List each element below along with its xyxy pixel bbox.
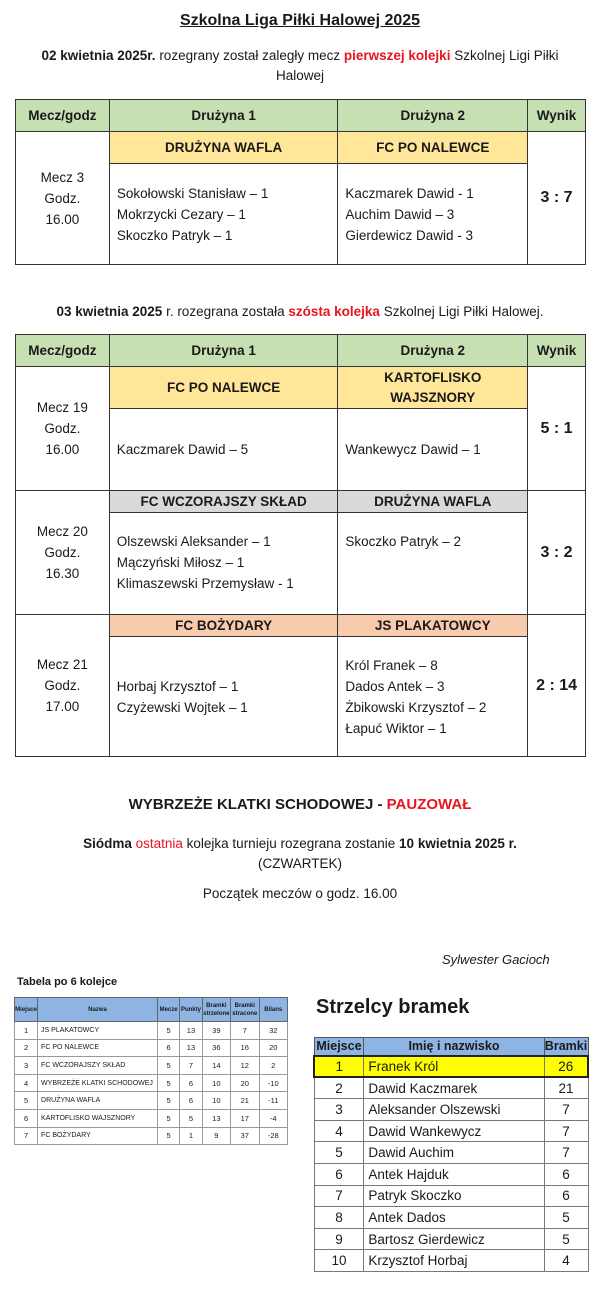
team1-name: FC WCZORAJSZY SKŁAD — [109, 491, 338, 513]
scorer-cell: 7 — [544, 1099, 588, 1121]
team2-scorers — [338, 513, 528, 615]
scorer-row — [314, 1207, 588, 1229]
scorer-row — [314, 1099, 588, 1121]
top-scorers-title: Strzelcy bramek — [316, 996, 470, 1018]
match-godz: Godz. — [44, 190, 81, 206]
match-team-row — [16, 367, 586, 409]
standings-cell: 39 — [202, 1022, 230, 1040]
standings-row — [15, 1092, 288, 1110]
standings-cell: 5 — [157, 1022, 179, 1040]
match-mecz: Mecz 19 — [36, 400, 88, 415]
scorer: Mokrzycki Cezary – 1 — [116, 206, 246, 222]
standings-cell: 9 — [202, 1127, 230, 1145]
standings-col-header: Bramki strzelone — [202, 998, 230, 1022]
pause-status: PAUZOWAŁ — [386, 796, 472, 813]
scorer-row — [314, 1120, 588, 1142]
standings-cell: 20 — [231, 1074, 259, 1092]
standings-row — [15, 1109, 288, 1127]
standings-cell: 13 — [180, 1039, 202, 1057]
next-round-notice — [40, 834, 560, 874]
header-mecz: Mecz/godz — [16, 100, 110, 132]
scorer-cell: 7 — [544, 1142, 588, 1164]
standings-col-header: Punkty — [180, 998, 202, 1022]
team1-name: FC PO NALEWCE — [109, 367, 338, 409]
scorer-cell: 5 — [314, 1142, 364, 1164]
team2-name: JS PLAKATOWCY — [338, 615, 528, 637]
standings-row — [15, 1074, 288, 1092]
team1-name: FC BOŻYDARY — [109, 615, 338, 637]
match-info — [16, 615, 110, 757]
scorer: Król Franek – 8 — [345, 657, 438, 673]
round6-matches-table — [15, 334, 586, 757]
scorer-cell: 5 — [544, 1228, 588, 1250]
match-score: 3 : 2 — [528, 491, 586, 615]
scorer: Gierdewicz Dawid - 3 — [345, 227, 473, 243]
standings-cell: FC PO NALEWCE — [38, 1039, 158, 1057]
match-time: 16.00 — [45, 211, 80, 227]
standings-cell: 2 — [15, 1039, 38, 1057]
match-score: 3 : 7 — [528, 132, 586, 265]
match-team-row — [16, 491, 586, 513]
match-time: 17.00 — [45, 699, 80, 714]
standings-cell: JS PLAKATOWCY — [38, 1022, 158, 1040]
header-mecz: Mecz/godz — [16, 335, 110, 367]
round6-date: 03 kwietnia 2025 — [56, 304, 163, 319]
match-godz: Godz. — [44, 545, 81, 560]
header-team1: Drużyna 1 — [109, 335, 338, 367]
scorer-cell: Bartosz Gierdewicz — [364, 1228, 544, 1250]
standings-cell: DRUŻYNA WAFLA — [38, 1092, 158, 1110]
scorer: Olszewski Aleksander – 1 — [116, 534, 271, 549]
header-team1: Drużyna 1 — [109, 100, 338, 132]
scorer-cell: 5 — [544, 1207, 588, 1229]
next-round-date: 10 kwietnia 2025 r. — [399, 836, 517, 851]
standings-table — [14, 997, 288, 1145]
scorer-row-leader — [314, 1056, 588, 1078]
standings-cell: 5 — [157, 1127, 179, 1145]
scorer-row — [314, 1077, 588, 1099]
author: Sylwester Gacioch — [442, 952, 550, 967]
match-score: 5 : 1 — [528, 367, 586, 491]
scorer-row — [314, 1228, 588, 1250]
scorer-cell: 26 — [544, 1056, 588, 1078]
round1-intro — [20, 46, 580, 86]
scorers-col-header: Miejsce — [314, 1038, 364, 1056]
header-team2: Drużyna 2 — [338, 100, 528, 132]
standings-cell: 5 — [157, 1057, 179, 1075]
standings-col-header: Mecze — [157, 998, 179, 1022]
scorer-row — [314, 1163, 588, 1185]
team2-scorers — [338, 637, 528, 757]
standings-cell: 5 — [157, 1074, 179, 1092]
start-time: Początek meczów o godz. 16.00 — [202, 886, 398, 901]
standings-cell: 32 — [259, 1022, 288, 1040]
standings-cell: 13 — [202, 1109, 230, 1127]
pause-team: WYBRZEŻE KLATKI SCHODOWEJ - — [128, 796, 387, 813]
scorer: Wankewycz Dawid – 1 — [345, 442, 481, 457]
round1-highlight: pierwszej kolejki — [343, 48, 451, 63]
scorer-cell: 4 — [544, 1250, 588, 1272]
standings-cell: 36 — [202, 1039, 230, 1057]
scorer: Żbikowski Krzysztof – 2 — [345, 699, 487, 715]
standings-row — [15, 1022, 288, 1040]
standings-col-header: Miejsce — [15, 998, 38, 1022]
standings-cell: 14 — [202, 1057, 230, 1075]
scorer-row — [314, 1250, 588, 1272]
scorer-cell: 21 — [544, 1077, 588, 1099]
pause-notice — [0, 796, 600, 813]
round1-text: rozegrany został zaległy mecz — [155, 48, 344, 63]
scorer: Sokołowski Stanisław – 1 — [116, 185, 269, 201]
scorer: Dados Antek – 3 — [345, 678, 445, 694]
standings-cell: 6 — [180, 1074, 202, 1092]
scorer: Kaczmarek Dawid - 1 — [345, 185, 474, 201]
scorer-cell: 6 — [544, 1185, 588, 1207]
team2-name: KARTOFLISKO WAJSZNORY — [338, 367, 528, 409]
scorer-cell: Aleksander Olszewski — [364, 1099, 544, 1121]
match-time: 16.30 — [45, 566, 80, 581]
scorer: Skoczko Patryk – 2 — [345, 534, 461, 549]
match-godz: Godz. — [44, 678, 81, 693]
scorer: Czyżewski Wojtek – 1 — [116, 699, 248, 715]
top-scorers-table — [313, 1037, 589, 1272]
scorer-cell: 7 — [314, 1185, 364, 1207]
match-team-row — [16, 132, 586, 164]
standings-cell: -28 — [259, 1127, 288, 1145]
scorer-cell: Krzysztof Horbaj — [364, 1250, 544, 1272]
standings-cell: 6 — [180, 1092, 202, 1110]
standings-col-header: Bilans — [259, 998, 288, 1022]
standings-cell: 4 — [15, 1074, 38, 1092]
match-info — [16, 491, 110, 615]
standings-cell: 20 — [259, 1039, 288, 1057]
match-mecz: Mecz 3 — [40, 169, 85, 185]
scorer-cell: Dawid Wankewycz — [364, 1120, 544, 1142]
standings-cell: 21 — [231, 1092, 259, 1110]
standings-title: Tabela po 6 kolejce — [17, 976, 118, 988]
scorer-cell: 8 — [314, 1207, 364, 1229]
standings-cell: 7 — [180, 1057, 202, 1075]
scorer-cell: Antek Dados — [364, 1207, 544, 1229]
round6-end: Szkolnej Ligi Piłki Halowej. — [379, 304, 544, 319]
scorer: Skoczko Patryk – 1 — [116, 227, 233, 243]
standings-cell: 16 — [231, 1039, 259, 1057]
standings-cell: 5 — [157, 1109, 179, 1127]
scorers-col-header: Bramki — [544, 1038, 588, 1056]
standings-cell: 13 — [180, 1022, 202, 1040]
round6-text: r. rozegrana została — [162, 304, 289, 319]
scorer-cell: Patryk Skoczko — [364, 1185, 544, 1207]
scorer-cell: 9 — [314, 1228, 364, 1250]
standings-cell: 1 — [15, 1022, 38, 1040]
standings-row — [15, 1039, 288, 1057]
scorer-row — [314, 1142, 588, 1164]
standings-cell: FC WCZORAJSZY SKŁAD — [38, 1057, 158, 1075]
match-godz: Godz. — [44, 421, 81, 436]
team2-scorers — [338, 164, 528, 265]
scorer: Mączyński Miłosz – 1 — [116, 555, 245, 570]
next-round-day: (CZWARTEK) — [258, 856, 342, 871]
standings-cell: -11 — [259, 1092, 288, 1110]
standings-cell: 2 — [259, 1057, 288, 1075]
standings-cell: -10 — [259, 1074, 288, 1092]
standings-cell: 7 — [231, 1022, 259, 1040]
standings-cell: 5 — [15, 1092, 38, 1110]
match-score: 2 : 14 — [528, 615, 586, 757]
team2-name: DRUŻYNA WAFLA — [338, 491, 528, 513]
match-time: 16.00 — [45, 442, 80, 457]
scorer-cell: 1 — [314, 1056, 364, 1078]
scorer: Horbaj Krzysztof – 1 — [116, 678, 239, 694]
standings-col-header: Nazwa — [38, 998, 158, 1022]
standings-cell: 6 — [15, 1109, 38, 1127]
standings-cell: WYBRZEŻE KLATKI SCHODOWEJ — [38, 1074, 158, 1092]
round1-date: 02 kwietnia 2025r. — [41, 48, 156, 63]
scorer-cell: Dawid Auchim — [364, 1142, 544, 1164]
page-title: Szkolna Liga Piłki Halowej 2025 — [179, 12, 421, 29]
next-round-last: ostatnia — [131, 836, 183, 851]
scorer: Kaczmarek Dawid – 5 — [116, 442, 249, 457]
match-team-row — [16, 615, 586, 637]
standings-cell: 10 — [202, 1092, 230, 1110]
standings-cell: 7 — [15, 1127, 38, 1145]
standings-cell: 6 — [157, 1039, 179, 1057]
standings-cell: 17 — [231, 1109, 259, 1127]
team1-scorers — [109, 164, 338, 265]
match-mecz: Mecz 21 — [36, 657, 88, 672]
standings-cell: 12 — [231, 1057, 259, 1075]
standings-cell: 37 — [231, 1127, 259, 1145]
standings-row — [15, 1057, 288, 1075]
scorer-cell: 3 — [314, 1099, 364, 1121]
round1-matches-table — [15, 99, 586, 265]
match-info — [16, 132, 110, 265]
scorer-cell: Dawid Kaczmarek — [364, 1077, 544, 1099]
next-round-text: kolejka turnieju rozegrana zostanie — [182, 836, 400, 851]
scorer-cell: Franek Król — [364, 1056, 544, 1078]
header-result: Wynik — [528, 335, 586, 367]
scorer-row — [314, 1185, 588, 1207]
scorer: Klimaszewski Przemysław - 1 — [116, 576, 294, 591]
scorer-cell: 6 — [314, 1163, 364, 1185]
standings-col-header: Bramki stracone — [231, 998, 259, 1022]
match-mecz: Mecz 20 — [36, 524, 88, 539]
scorer: Łapuć Wiktor – 1 — [345, 720, 447, 736]
team1-scorers — [109, 409, 338, 491]
standings-cell: FC BOŻYDARY — [38, 1127, 158, 1145]
scorer: Auchim Dawid – 3 — [345, 206, 455, 222]
scorer-cell: 6 — [544, 1163, 588, 1185]
standings-cell: 5 — [180, 1109, 202, 1127]
standings-cell: 3 — [15, 1057, 38, 1075]
team2-scorers — [338, 409, 528, 491]
scorers-col-header: Imię i nazwisko — [364, 1038, 544, 1056]
team1-scorers — [109, 637, 338, 757]
header-result: Wynik — [528, 100, 586, 132]
match-info — [16, 367, 110, 491]
round6-intro — [20, 302, 580, 322]
header-team2: Drużyna 2 — [338, 335, 528, 367]
round1-end: Szkolnej Ligi Piłki Halowej — [275, 48, 559, 83]
scorer-cell: 2 — [314, 1077, 364, 1099]
team2-name: FC PO NALEWCE — [338, 132, 528, 164]
next-round-ordinal: Siódma — [83, 836, 132, 851]
team1-scorers — [109, 513, 338, 615]
standings-cell: KARTOFLISKO WAJSZNORY — [38, 1109, 158, 1127]
standings-cell: 10 — [202, 1074, 230, 1092]
team1-name: DRUŻYNA WAFLA — [109, 132, 338, 164]
scorer-cell: Antek Hajduk — [364, 1163, 544, 1185]
standings-cell: 5 — [157, 1092, 179, 1110]
scorer-cell: 4 — [314, 1120, 364, 1142]
standings-cell: -4 — [259, 1109, 288, 1127]
standings-cell: 1 — [180, 1127, 202, 1145]
scorer-cell: 7 — [544, 1120, 588, 1142]
standings-row — [15, 1127, 288, 1145]
round6-highlight: szósta kolejka — [288, 304, 380, 319]
scorer-cell: 10 — [314, 1250, 364, 1272]
